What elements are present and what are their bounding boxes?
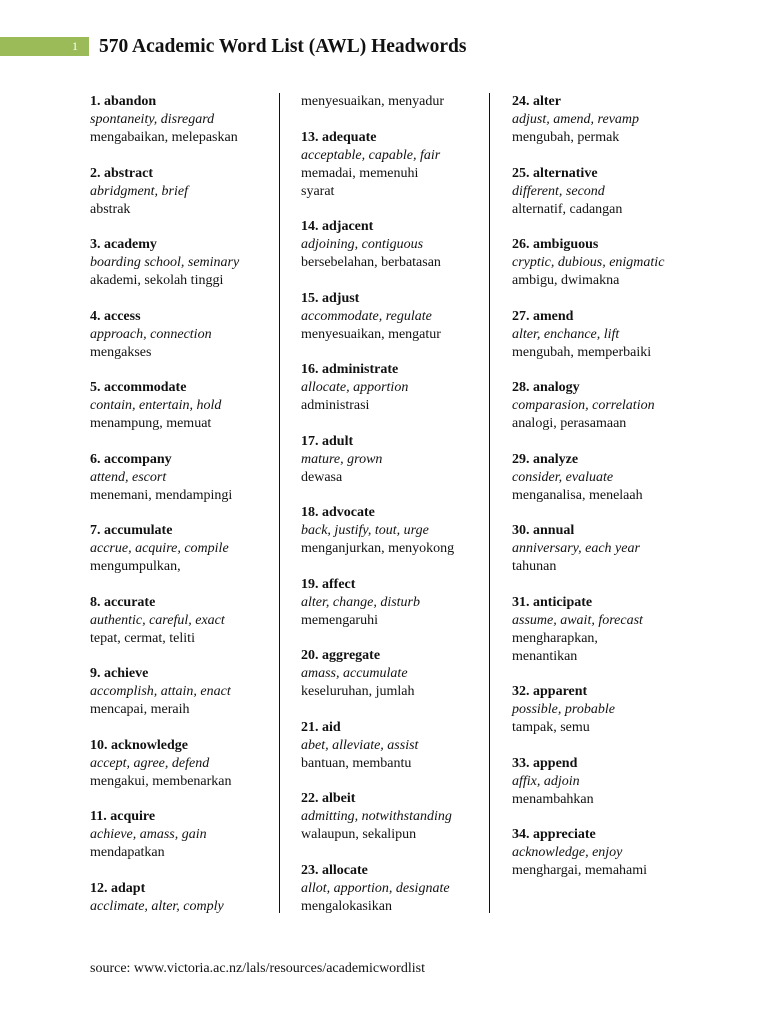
entry-headword: 9. achieve [90, 666, 149, 681]
entry-synonyms: amass, accumulate [301, 666, 408, 681]
entry-translation: mengharapkan, [512, 630, 598, 646]
word-entry [90, 236, 275, 290]
word-entry [90, 737, 275, 791]
entry-headword: 16. administrate [301, 362, 399, 377]
entry-translation: memadai, memenuhi [301, 165, 419, 181]
entry-headword: 6. accompany [90, 451, 172, 467]
entry-synonyms: accrue, acquire, compile [90, 541, 229, 556]
word-entry [90, 665, 275, 719]
word-entry [512, 236, 702, 290]
entry-synonyms: affix, adjoin [512, 773, 580, 789]
word-entry [90, 808, 275, 862]
entry-synonyms: contain, entertain, hold [90, 398, 222, 413]
word-entry [512, 308, 702, 362]
word-entry [90, 379, 275, 433]
column-divider-2 [489, 93, 490, 913]
entry-translation: mengakui, membenarkan [90, 773, 232, 789]
entry-translation: mencapai, meraih [90, 702, 190, 717]
entry-translation: menyesuaikan, mengatur [301, 326, 441, 342]
entry-headword: 33. append [512, 755, 578, 771]
entry-synonyms: admitting, notwithstanding [301, 809, 452, 824]
entry-headword: 1. abandon [90, 94, 157, 109]
entry-synonyms: adjust, amend, revamp [512, 112, 640, 127]
entry-headword: 12. adapt [90, 880, 146, 896]
word-entry [512, 93, 702, 147]
entry-translation: akademi, sekolah tinggi [90, 273, 224, 288]
entry-translation: menganjurkan, menyokong [301, 541, 455, 556]
entry-synonyms: adjoining, contiguous [301, 237, 424, 252]
entry-translation: mengumpulkan, [90, 559, 181, 574]
word-column-3 [512, 93, 702, 898]
entry-synonyms: accept, agree, defend [90, 755, 210, 771]
entry-headword: 28. analogy [512, 380, 580, 395]
entry-translation: menantikan [512, 648, 578, 664]
word-column-2 [301, 93, 486, 933]
entry-headword: 22. albeit [301, 791, 356, 806]
entry-synonyms: accommodate, regulate [301, 308, 432, 324]
entry-synonyms: assume, await, forecast [512, 612, 643, 628]
word-entry [90, 880, 275, 916]
entry-translation: mengubah, permak [512, 130, 620, 145]
entry-headword: 10. acknowledge [90, 737, 188, 753]
word-entry [512, 165, 702, 219]
entry-translation: mengakses [90, 344, 152, 360]
word-entry [301, 576, 486, 630]
word-entry [90, 594, 275, 648]
entry-synonyms: alter, enchance, lift [512, 326, 620, 342]
word-entry [512, 755, 702, 809]
entry-headword: 25. alternative [512, 165, 598, 181]
entry-synonyms: achieve, amass, gain [90, 827, 207, 842]
entry-headword: 11. acquire [90, 809, 156, 824]
entry-translation: abstrak [90, 201, 131, 217]
entry-headword: 34. appreciate [512, 827, 596, 842]
entry-headword: 19. affect [301, 576, 356, 592]
entry-synonyms: anniversary, each year [512, 541, 640, 556]
word-entry [512, 451, 702, 505]
word-entry [301, 433, 486, 487]
entry-headword: 8. accurate [90, 594, 156, 610]
entry-headword: 29. analyze [512, 451, 579, 467]
entry-translation: analogi, perasamaan [512, 416, 627, 431]
entry-synonyms: approach, connection [90, 326, 212, 342]
word-entry [90, 451, 275, 505]
entry-synonyms: consider, evaluate [512, 469, 614, 485]
entry-synonyms: acknowledge, enjoy [512, 845, 623, 860]
entry-synonyms: boarding school, seminary [90, 255, 240, 270]
entry-headword: 14. adjacent [301, 219, 374, 234]
entry-synonyms: allot, apportion, designate [301, 880, 450, 896]
entry-headword: 31. anticipate [512, 594, 593, 610]
word-entry [512, 826, 702, 880]
entry-synonyms: attend, escort [90, 469, 167, 485]
entry-synonyms: authentic, careful, exact [90, 612, 225, 628]
entry-headword: 15. adjust [301, 290, 360, 306]
word-entry [301, 647, 486, 701]
entry-translation: menampung, memuat [90, 416, 212, 431]
entry-synonyms: mature, grown [301, 451, 383, 467]
entry-translation: walaupun, sekalipun [301, 827, 417, 842]
entry-synonyms: comparasion, correlation [512, 398, 655, 413]
column-divider-1 [279, 93, 280, 913]
word-entry [301, 290, 486, 344]
entry-translation: bantuan, membantu [301, 755, 412, 771]
word-entry [301, 504, 486, 558]
entry-translation: syarat [301, 183, 335, 199]
entry-synonyms: back, justify, tout, urge [301, 523, 429, 538]
entry-headword: 2. abstract [90, 165, 153, 181]
entry-headword: 7. accumulate [90, 523, 173, 538]
entry-translation: mengubah, memperbaiki [512, 344, 652, 360]
entry-translation: mengabaikan, melepaskan [90, 130, 238, 145]
entry-translation: menganalisa, menelaah [512, 487, 643, 503]
entry-synonyms: spontaneity, disregard [90, 112, 215, 127]
entry-translation: menemani, mendampingi [90, 487, 233, 503]
entry-headword: 32. apparent [512, 684, 588, 699]
entry-synonyms: possible, probable [512, 702, 615, 717]
entry-translation: dewasa [301, 469, 343, 485]
entry-headword: 17. adult [301, 433, 354, 449]
continued-entry [301, 93, 486, 111]
entry-headword: 5. accommodate [90, 380, 187, 395]
entry-translation: tahunan [512, 559, 557, 574]
entry-synonyms: abet, alleviate, assist [301, 737, 419, 753]
entry-translation: menyesuaikan, menyadur [301, 94, 445, 109]
entry-headword: 24. alter [512, 94, 561, 109]
page-number: 1 [72, 39, 78, 53]
entry-translation: tampak, semu [512, 720, 590, 735]
entry-translation: administrasi [301, 398, 370, 413]
word-column-1 [90, 93, 275, 933]
entry-headword: 27. amend [512, 308, 574, 324]
entry-headword: 4. access [90, 308, 141, 324]
entry-headword: 18. advocate [301, 505, 375, 520]
entry-synonyms: abridgment, brief [90, 183, 188, 199]
entry-synonyms: acclimate, alter, comply [90, 898, 224, 914]
entry-translation: ambigu, dwimakna [512, 273, 620, 288]
entry-synonyms: cryptic, dubious, enigmatic [512, 255, 665, 270]
entry-headword: 13. adequate [301, 129, 377, 145]
entry-synonyms: different, second [512, 183, 605, 199]
page-title: 570 Academic Word List (AWL) Headwords [99, 36, 467, 57]
word-entry [301, 218, 486, 272]
word-entry [90, 165, 275, 219]
entry-synonyms: alter, change, disturb [301, 594, 420, 610]
entry-synonyms: accomplish, attain, enact [90, 684, 231, 699]
word-entry [301, 719, 486, 773]
word-entry [512, 379, 702, 433]
entry-translation: bersebelahan, berbatasan [301, 255, 441, 270]
word-entry [90, 308, 275, 362]
word-entry [301, 790, 486, 844]
entry-translation: keseluruhan, jumlah [301, 684, 415, 699]
word-entry [90, 93, 275, 147]
entry-translation: menambahkan [512, 791, 594, 807]
word-entry [90, 522, 275, 576]
entry-headword: 23. allocate [301, 862, 368, 878]
word-entry [301, 862, 486, 916]
entry-headword: 3. academy [90, 237, 157, 252]
word-entry [301, 129, 486, 201]
entry-translation: tepat, cermat, teliti [90, 630, 195, 646]
word-entry [301, 361, 486, 415]
entry-translation: mengalokasikan [301, 898, 392, 914]
word-entry [512, 522, 702, 576]
entry-translation: memengaruhi [301, 612, 378, 628]
word-entry [512, 594, 702, 666]
entry-translation: mendapatkan [90, 845, 165, 860]
entry-headword: 26. ambiguous [512, 237, 599, 252]
word-entry [512, 683, 702, 737]
entry-headword: 21. aid [301, 719, 341, 735]
entry-headword: 20. aggregate [301, 648, 381, 663]
entry-headword: 30. annual [512, 523, 575, 538]
entry-translation: alternatif, cadangan [512, 201, 623, 217]
source-citation: source: www.victoria.ac.nz/lals/resources/academicwordlist [90, 961, 425, 976]
entry-synonyms: acceptable, capable, fair [301, 147, 441, 163]
page-number-tab [0, 37, 89, 56]
entry-synonyms: allocate, apportion [301, 380, 409, 395]
entry-translation: menghargai, memahami [512, 863, 648, 878]
